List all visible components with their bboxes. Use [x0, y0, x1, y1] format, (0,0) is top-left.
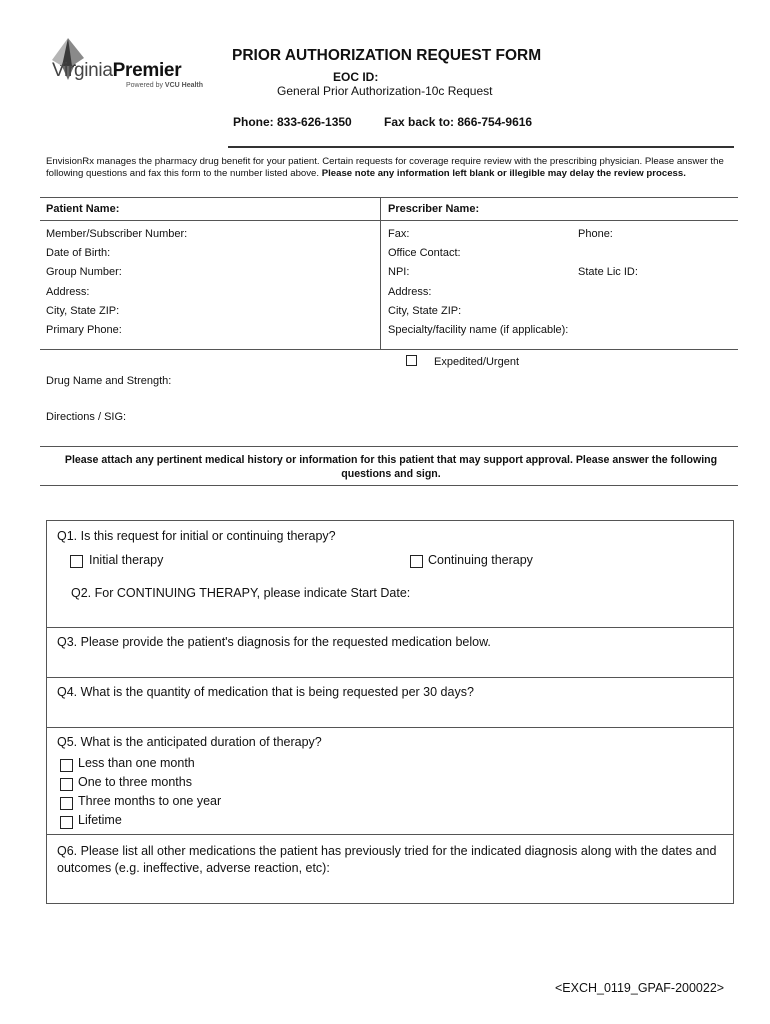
section-top-rule	[40, 197, 738, 198]
group-number-label: Group Number:	[46, 266, 122, 278]
section-bottom-rule	[40, 349, 738, 350]
expedited-checkbox[interactable]	[406, 355, 417, 366]
expedited-label: Expedited/Urgent	[434, 356, 519, 368]
q1-text: Q1. Is this request for initial or continuing therapy?	[57, 529, 336, 543]
drug-name-label: Drug Name and Strength:	[46, 375, 172, 387]
prescriber-name-label: Prescriber Name:	[388, 203, 480, 215]
form-code: <EXCH_0119_GPAF-200022>	[555, 981, 725, 995]
prescriber-phone-label: Phone:	[578, 228, 613, 240]
section-header-rule	[40, 220, 738, 221]
logo-brand-bold: Premier	[112, 60, 182, 81]
continuing-therapy-checkbox[interactable]	[410, 555, 423, 568]
intro-paragraph	[46, 156, 736, 180]
primary-phone-label: Primary Phone:	[46, 324, 122, 336]
q2-text: Q2. For CONTINUING THERAPY, please indicate Start Date:	[71, 586, 411, 600]
logo-tagline-prefix: Powered by	[126, 82, 165, 89]
q4-rule	[46, 727, 734, 728]
phone-number: Phone: 833-626-1350	[233, 115, 352, 129]
attach-note-rule	[40, 485, 738, 486]
duration-option-label: One to three months	[78, 775, 192, 789]
state-lic-label: State Lic ID:	[578, 266, 638, 278]
eoc-id-label: EOC ID:	[333, 70, 379, 84]
patient-address-label: Address:	[46, 286, 90, 298]
prescriber-fax-label: Fax:	[388, 228, 410, 240]
duration-option-label: Less than one month	[78, 756, 195, 770]
q6-text: Q6. Please list all other medications the patient has previously tried for the indicated diagnosis along with the dates and outcomes (e.g. ineffective, adverse reaction, etc):	[57, 844, 717, 875]
q4-text: Q4. What is the quantity of medication that is being requested per 30 days?	[57, 685, 474, 699]
header-divider	[228, 146, 734, 148]
member-number-label: Member/Subscriber Number:	[46, 228, 188, 240]
duration-one-to-three-checkbox[interactable]	[60, 778, 73, 791]
q3-text: Q3. Please provide the patient's diagnosis for the requested medication below.	[57, 635, 491, 649]
fax-number: Fax back to: 866-754-9616	[384, 115, 533, 129]
logo-tagline-bold: VCU Health	[164, 82, 204, 89]
prescriber-address-label: Address:	[388, 286, 432, 298]
duration-less-than-month-checkbox[interactable]	[60, 759, 73, 772]
npi-label: NPI:	[388, 266, 410, 278]
intro-bold-text: Please note any information left blank or illegible may delay the review process.	[321, 168, 686, 179]
drug-section-rule	[40, 446, 738, 447]
duration-option-label: Lifetime	[78, 813, 122, 827]
patient-city-label: City, State ZIP:	[46, 305, 120, 317]
directions-label: Directions / SIG:	[46, 411, 127, 423]
prescriber-city-label: City, State ZIP:	[388, 305, 462, 317]
duration-option-label: Three months to one year	[78, 794, 222, 808]
initial-therapy-label: Initial therapy	[89, 553, 164, 567]
duration-lifetime-checkbox[interactable]	[60, 816, 73, 829]
logo-brand-light: Virginia	[52, 60, 113, 81]
initial-therapy-checkbox[interactable]	[70, 555, 83, 568]
logo	[48, 36, 218, 96]
attach-note: Please attach any pertinent medical history or information for this patient that may support approval. Please answer the following questions and sign.	[64, 454, 718, 480]
patient-name-label: Patient Name:	[46, 203, 120, 215]
office-contact-label: Office Contact:	[388, 247, 461, 259]
duration-three-to-year-checkbox[interactable]	[60, 797, 73, 810]
q2-rule	[46, 627, 734, 628]
continuing-therapy-label: Continuing therapy	[428, 553, 533, 567]
form-subtitle: General Prior Authorization-10c Request	[277, 84, 493, 98]
q5-text: Q5. What is the anticipated duration of therapy?	[57, 735, 322, 749]
dob-label: Date of Birth:	[46, 247, 111, 259]
form-title: PRIOR AUTHORIZATION REQUEST FORM	[232, 47, 542, 64]
specialty-label: Specialty/facility name (if applicable):	[388, 324, 569, 336]
q5-rule	[46, 834, 734, 835]
intro-text: EnvisionRx manages the pharmacy drug benefit for your patient. Certain requests for coverage require review with the prescribing physician. Please answer the following questions and fax this form to the number listed above.	[46, 156, 724, 179]
q3-rule	[46, 677, 734, 678]
